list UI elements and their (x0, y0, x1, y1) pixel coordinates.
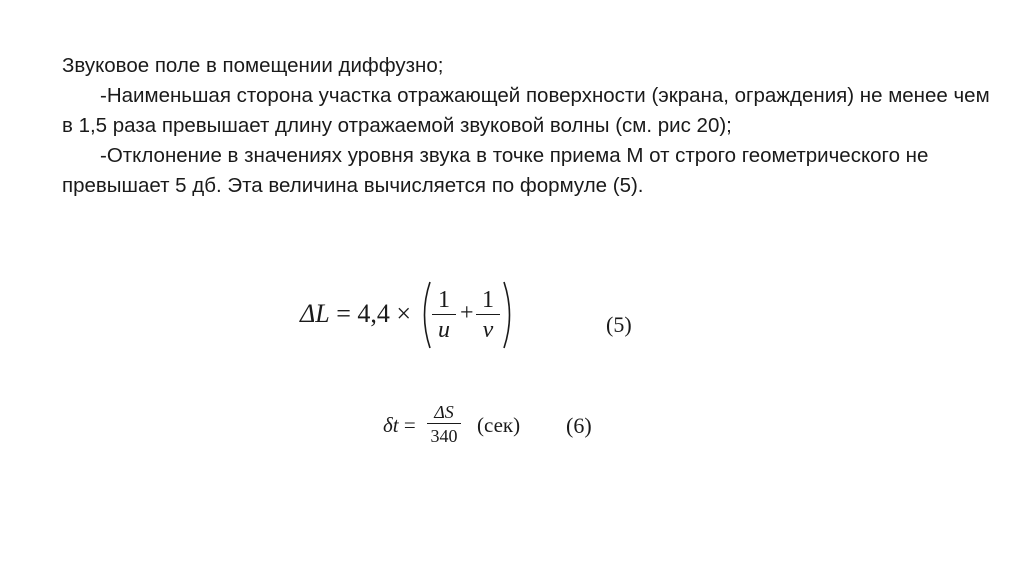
formula-5-plus: + (460, 300, 474, 326)
paragraph-level-deviation: -Отклонение в значениях уровня звука в точке приема М от строго геометрического не превышает 5 дб. Эта величина вычисляется по формуле (5). (62, 144, 929, 197)
formula-5-frac2-denominator: v (482, 317, 494, 343)
formula-5-coefficient: = 4,4 × (329, 299, 412, 328)
formula-6-lhs (383, 413, 416, 438)
formula-6-fraction (427, 401, 461, 446)
formula-6-denominator: 340 (430, 426, 458, 446)
formula-5-fraction-2 (476, 286, 500, 343)
paragraph-diffuse-field: Звуковое поле в помещении диффузно; (62, 54, 444, 77)
paragraph-reflecting-surface: -Наименьшая сторона участка отражающей поверхности (экрана, ограждения) не менее чем в 1,5 раза превышает длину отражаемой звуковой волны (см. рис 20); (62, 84, 990, 137)
formula-6-unit: (сек) (477, 413, 521, 437)
slide-body-text (62, 51, 992, 201)
formula-5-delta-l: ΔL (300, 299, 330, 328)
formula-5-left-paren (418, 280, 432, 350)
formula-5-right-paren (502, 280, 516, 350)
formula-6-number: (6) (566, 413, 592, 438)
formula-5-fraction-1 (432, 286, 456, 343)
formula-5-number: (5) (606, 312, 632, 337)
formula-6-delta-s: ΔS (434, 402, 454, 422)
formula-5-lhs (300, 299, 411, 329)
formula-5-frac1-numerator: 1 (438, 287, 450, 313)
formula-5-frac1-denominator: u (438, 317, 450, 343)
formula-5-frac2-numerator: 1 (482, 287, 494, 313)
formula-6-equals: = (398, 413, 416, 437)
formula-6-delta-t: δt (383, 413, 399, 437)
formula-6-numerator (427, 401, 461, 423)
